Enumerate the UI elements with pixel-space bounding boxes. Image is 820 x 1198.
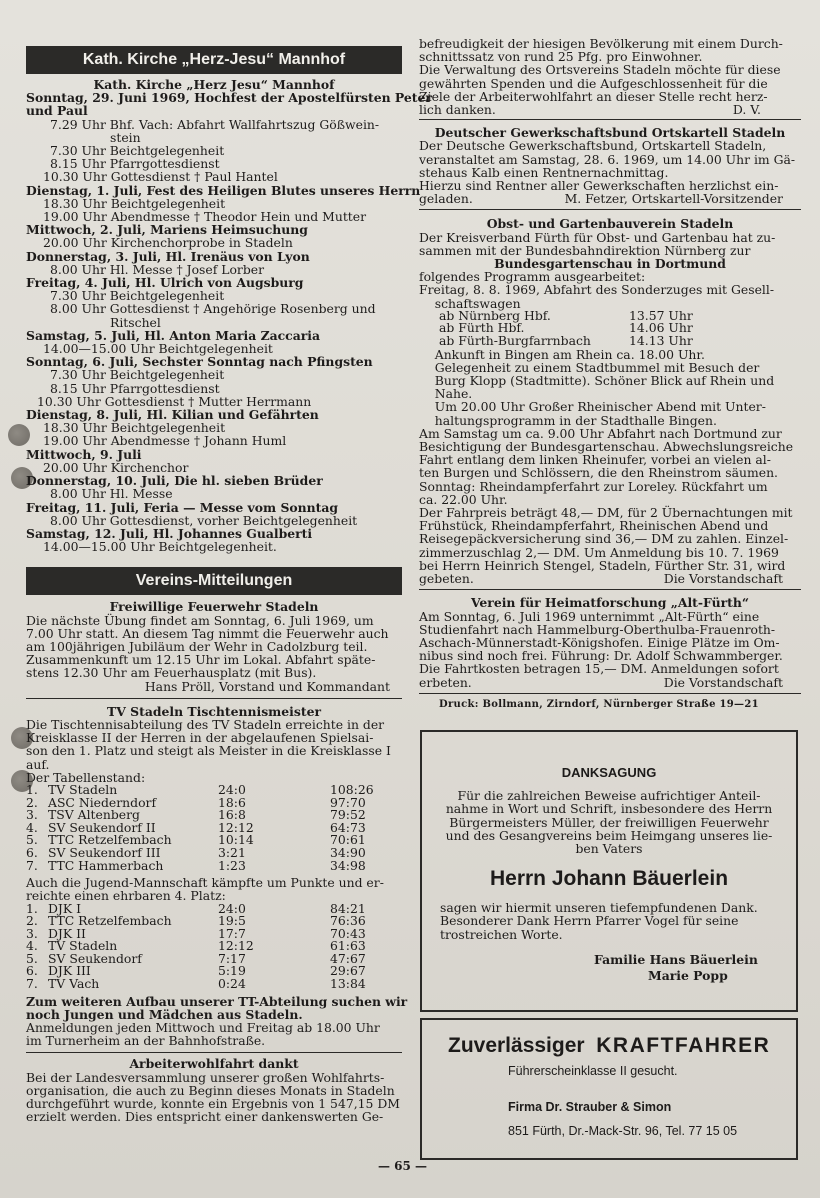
church-schedule (26, 90, 432, 555)
ad-firm: Firma Dr. Strauber & Simon (508, 1100, 672, 1114)
tt-youth-intro (26, 876, 402, 902)
table-cell: TTC Retzelfembach (48, 913, 172, 929)
schedule-entry: Ritschel (110, 314, 161, 330)
obst-line: Freitag, 8. 8. 1969, Abfahrt des Sonderzuges mit Gesell- (419, 282, 775, 298)
table-cell: 7. (26, 976, 38, 992)
table-cell: 4. (26, 938, 38, 954)
schedule-entry: 7.30 Uhr Beichtgelegenheit (50, 288, 225, 304)
obst-line: Ankunft in Bingen am Rhein ca. 18.00 Uhr. (419, 346, 705, 362)
schedule-entry: 10.30 Uhr Gottesdienst † Paul Hantel (43, 169, 278, 185)
heimat-title: Verein für Heimatforschung „Alt-Fürth“ (470, 595, 750, 611)
schedule-day: und Paul (26, 103, 88, 119)
awo-line: befreudigkeit der hiesigen Bevölkerung mit einem Durch- (419, 36, 783, 51)
dank-line: und des Gesangvereins beim Heimgang unseres lie- (445, 827, 773, 843)
dank-line: Bürgermeisters Müller, der freiwilligen Feuerwehr (449, 814, 769, 830)
church-subheader: Kath. Kirche „Herz Jesu“ Mannhof (93, 77, 335, 92)
table-cell: ab Fürth Hbf. (439, 320, 525, 336)
awo-line: organisation, die auch zu Beginn dieses Monats in Stadeln (26, 1082, 395, 1098)
obst-line: Der Kreisverband Fürth für Obst- und Gartenbau hat zu- (419, 229, 776, 245)
table-cell: 6. (26, 963, 38, 979)
schedule-entry: 20.00 Uhr Kirchenchor (43, 459, 189, 475)
obst-line: Gelegenheit zu einem Stadtbummel mit Besuch der (419, 359, 760, 375)
dgb-last-line: geladen. (419, 191, 473, 207)
awo-text (26, 1071, 402, 1124)
table-cell: 12:12 (218, 938, 254, 954)
awo-line: Die Verwaltung des Ortsvereins Stadeln möchte für diese (419, 62, 781, 78)
table-cell: 5. (26, 950, 38, 966)
fw-line: 7.00 Uhr statt. An diesem Tag nimmt die Feuerwehr auch (26, 625, 389, 641)
table-cell: 2. (26, 794, 38, 810)
schedule-day: Sonntag, 6. Juli, Sechster Sonntag nach Pfingsten (26, 354, 373, 370)
heimat-text (419, 610, 801, 676)
table-cell: TTC Hammerbach (48, 857, 164, 873)
table-cell: 7:17 (218, 950, 246, 966)
table-cell: 13:84 (330, 976, 366, 992)
obst-line: bei Herrn Heinrich Stengel, Stadeln, Fürther Str. 31, wird (419, 557, 786, 573)
schedule-entry: 8.15 Uhr Pfarrgottesdienst (50, 156, 220, 172)
schedule-day: Donnerstag, 3. Juli, Hl. Irenäus von Lyon (26, 248, 310, 264)
schedule-entry: 18.30 Uhr Beichtgelegenheit (43, 420, 226, 436)
fw-signature: Hans Pröll, Vorstand und Kommandant (144, 678, 390, 694)
tt-intro-line: Die Tischtennisabteilung des TV Stadeln erreichte in der (26, 716, 385, 732)
signature-family: Familie Hans Bäuerlein (594, 951, 758, 967)
table-cell: 34:90 (330, 844, 366, 860)
table-cell: 29:67 (330, 963, 366, 979)
tt-registration (26, 1021, 402, 1047)
table-cell: TTC Retzelfembach (48, 832, 172, 848)
heimat-signature: Die Vorstandschaft (663, 674, 783, 690)
table-cell: 24:0 (218, 781, 246, 797)
awo-signature: D. V. (732, 102, 761, 118)
obst-intro (419, 231, 801, 257)
page-number: — 65 — (378, 1159, 428, 1173)
table-cell: 1. (26, 781, 38, 797)
dgb-signature: M. Fetzer, Ortskartell-Vorsitzender (564, 191, 783, 207)
table-cell: 70:61 (330, 832, 366, 848)
dgb-line: Hierzu sind Rentner aller Gewerkschaften herzlichst ein- (419, 178, 779, 194)
tt-standings-table (26, 781, 390, 873)
schedule-entry: 7.29 Uhr Bhf. Vach: Abfahrt Wallfahrtszug Gößwein- (50, 116, 380, 132)
schedule-entry: 14.00—15.00 Uhr Beichtgelegenheit (43, 341, 273, 357)
table-cell: 70:43 (330, 925, 366, 941)
table-cell: 34:98 (330, 857, 366, 873)
table-cell: ASC Niederndorf (48, 794, 157, 810)
obst-line: Frühstück, Rheindampferfahrt, Rheinischen Abend und (419, 518, 769, 534)
table-cell: 5:19 (218, 963, 246, 979)
awo-last-line: lich danken. (419, 102, 496, 118)
left-column (26, 0, 432, 1125)
schedule-entry: 20.00 Uhr Kirchenchorprobe in Stadeln (43, 235, 293, 251)
obst-line: folgendes Programm ausgearbeitet: (419, 269, 646, 285)
table-cell: ab Fürth-Burgfarrnbach (439, 333, 591, 349)
awo-line: erzielt werden. Dies entspricht einer dankenswerten Ge- (26, 1109, 384, 1125)
obst-timetable (439, 307, 719, 349)
heimat-line: Am Sonntag, 6. Juli 1969 unternimmt „Alt-Fürth“ eine (419, 608, 760, 624)
schedule-entry: 7.30 Uhr Beichtgelegenheit (50, 143, 225, 159)
schedule-day: Samstag, 5. Juli, Hl. Anton Maria Zaccaria (26, 327, 321, 343)
fw-line: stens 12.30 Uhr am Feuerhausplatz (mit Bus). (26, 665, 317, 681)
obst-line: schaftswagen (419, 295, 521, 311)
obst-last-line: gebeten. (419, 571, 474, 587)
obst-line: Fahrt entlang dem linken Rheinufer, vorbei an vielen al- (419, 452, 771, 468)
schedule-day: Sonntag, 29. Juni 1969, Hochfest der Apostelfürsten Peter (26, 90, 432, 106)
schedule-day: Mittwoch, 2. Juli, Mariens Heimsuchung (26, 222, 308, 238)
table-cell: 64:73 (330, 819, 366, 835)
divider (419, 209, 801, 210)
signature-marie: Marie Popp (648, 968, 728, 984)
heimat-line: nibus sind noch frei. Führung: Dr. Adolf Schwammberger. (419, 648, 783, 664)
tt-appeal-line: Zum weiteren Aufbau unserer TT-Abteilung suchen wir (26, 993, 408, 1009)
tt-reg-line: im Turnerheim an der Bahnhofstraße. (26, 1033, 266, 1049)
table-cell: 2. (26, 913, 38, 929)
heimat-line: Aschach-Münnerstadt-Königshofen. Einige Plätze im Om- (419, 634, 780, 650)
schedule-entry: 18.30 Uhr Beichtgelegenheit (43, 195, 226, 211)
table-cell: 18:6 (218, 794, 246, 810)
schedule-entry: 10.30 Uhr Gottesdienst † Mutter Herrmann (37, 393, 312, 409)
table-cell: ab Nürnberg Hbf. (439, 307, 551, 323)
awo-title: Arbeiterwohlfahrt dankt (129, 1056, 299, 1072)
table-cell: 17:7 (218, 925, 246, 941)
dgb-line: stehaus Kalb einen Rentnernachmittag. (419, 164, 669, 180)
obst-line: ca. 22.00 Uhr. (419, 491, 508, 507)
tt-title: TV Stadeln Tischtennismeister (107, 703, 321, 719)
table-cell: 4. (26, 819, 38, 835)
table-cell: 10:14 (218, 832, 254, 848)
obst-line: Reisegepäckversicherung sind 36,— DM zu zahlen. Einzel- (419, 531, 789, 547)
tt-appeal (26, 993, 408, 1022)
fw-line: Die nächste Übung findet am Sonntag, 6. Juli 1969, um (26, 612, 374, 628)
table-cell: 1. (26, 900, 38, 916)
obst-title: Obst- und Gartenbauverein Stadeln (486, 216, 734, 232)
danksagung-box (420, 730, 798, 1012)
table-cell: 14.13 Uhr (629, 333, 693, 349)
table-row (26, 860, 390, 873)
schedule-day: Donnerstag, 10. Juli, Die hl. sieben Brüder (26, 473, 323, 489)
dgb-line: veranstaltet am Samstag, 28. 6. 1969, um 14.00 Uhr im Gä- (419, 151, 796, 167)
obst-line: haltungsprogramm in der Stadthalle Bingen. (419, 412, 717, 428)
obst-line: Burg Klopp (Stadtmitte). Schöner Blick auf Rhein und (419, 373, 775, 389)
divider (419, 589, 801, 590)
deceased-name: Herrn Johann Bäuerlein (489, 867, 729, 891)
table-cell: 3. (26, 807, 38, 823)
table-cell: TV Vach (48, 976, 100, 992)
divider (419, 693, 801, 694)
ad-headline-word1: Zuverlässiger (448, 1034, 585, 1057)
ad-headline-word2: KRAFTFAHRER (596, 1034, 771, 1057)
obst-line: Der Fahrpreis beträgt 48,— DM, für 2 Übernachtungen mit (419, 505, 793, 521)
divider (26, 698, 402, 699)
schedule-entry: 14.00—15.00 Uhr Beichtgelegenheit. (43, 539, 277, 555)
tt-youth-table (26, 900, 390, 992)
table-cell: 97:70 (330, 794, 366, 810)
dank-line: trostreichen Worte. (440, 926, 563, 942)
tt-youth-line: Auch die Jugend-Mannschaft kämpfte um Punkte und er- (26, 875, 384, 891)
table-cell: 84:21 (330, 900, 366, 916)
awo-line: Bei der Landesversammlung unserer großen Wohlfahrts- (26, 1069, 385, 1085)
schedule-entry: stein (110, 129, 141, 145)
table-cell: 24:0 (218, 900, 246, 916)
awo-text-continued (419, 37, 801, 103)
job-ad-box (420, 1018, 798, 1160)
table-cell: SV Seukendorf III (48, 844, 161, 860)
awo-line: schnittssatz von rund 25 Pfg. pro Einwohner. (419, 49, 703, 65)
table-cell: 76:36 (330, 913, 366, 929)
table-cell: SV Seukendorf II (48, 819, 156, 835)
tt-youth-line: reichte einen ehrbaren 4. Platz: (26, 888, 226, 904)
tt-appeal-line: noch Jungen und Mädchen aus Stadeln. (26, 1006, 303, 1022)
danksagung-text-after (422, 901, 796, 941)
awo-line: gewährten Spenden und die Aufgeschlossenheit für die (419, 75, 768, 91)
table-row (439, 335, 719, 348)
dank-line: Besonderer Dank Herrn Pfarrer Vogel für seine (440, 913, 739, 929)
table-cell: 19:5 (218, 913, 246, 929)
dgb-title: Deutscher Gewerkschaftsbund Ortskartell Stadeln (434, 125, 786, 141)
tt-intro-line: son den 1. Platz und steigt als Meister in die Kreisklasse I (26, 743, 391, 759)
fw-text (26, 614, 402, 680)
obst-line: zimmerzuschlag 2,— DM. Um Anmeldung bis 10. 7. 1969 (419, 544, 779, 560)
dank-line: sagen wir hiermit unseren tiefempfundenen Dank. (440, 900, 758, 916)
schedule-entry: 8.00 Uhr Gottesdienst, vorher Beichtgelegenheit (50, 512, 358, 528)
awo-line: durchgeführt wurde, konnte ein Ergebnis von 1 547,15 DM (26, 1096, 400, 1112)
obst-line: sammen mit der Bundesbahndirektion Nürnberg zur (419, 242, 751, 258)
heimat-line: Studienfahrt nach Hammelburg-Oberthulba-Frauenroth- (419, 621, 776, 637)
schedule-day: Mittwoch, 9. Juli (26, 446, 142, 462)
obst-line: Besichtigung der Bundesgartenschau. Abwechslungsreiche (419, 439, 794, 455)
divider (26, 1052, 402, 1053)
awo-line: Ziele der Arbeiterwohlfahrt an dieser Stelle recht herz- (419, 88, 768, 104)
heimat-line: Die Fahrtkosten betragen 15,— DM. Anmeldungen sofort (419, 661, 779, 677)
table-cell: SV Seukendorf (48, 950, 142, 966)
table-cell: DJK II (48, 925, 86, 941)
dgb-line: Der Deutsche Gewerkschaftsbund, Ortskartell Stadeln, (419, 138, 767, 154)
schedule-day: Dienstag, 8. Juli, Hl. Kilian und Gefährten (26, 407, 319, 423)
table-cell: TSV Altenberg (48, 807, 140, 823)
table-cell: 13.57 Uhr (629, 307, 693, 323)
table-cell: 5. (26, 832, 38, 848)
table-cell: DJK III (48, 963, 91, 979)
obst-line: Am Samstag um ca. 9.00 Uhr Abfahrt nach Dortmund zur (419, 425, 782, 441)
obst-details (419, 348, 801, 572)
schedule-entry: 8.15 Uhr Pfarrgottesdienst (50, 380, 220, 396)
tt-intro (26, 718, 402, 771)
table-row (26, 978, 390, 991)
table-cell: 47:67 (330, 950, 366, 966)
right-column (419, 0, 801, 711)
obst-line: ten Burgen und Schlössern, die den Rheinstrom säumen. (419, 465, 778, 481)
church-header: Kath. Kirche „Herz-Jesu“ Mannhof (26, 46, 402, 74)
table-cell: 108:26 (330, 781, 374, 797)
schedule-entry: 8.00 Uhr Hl. Messe † Josef Lorber (50, 261, 265, 277)
ad-subline: Führerscheinklasse II gesucht. (508, 1064, 678, 1078)
table-cell: 7. (26, 857, 38, 873)
schedule-entry: 8.00 Uhr Gottesdienst † Angehörige Rosenberg und (50, 301, 376, 317)
table-cell: 0:24 (218, 976, 246, 992)
schedule-entry: 19.00 Uhr Abendmesse † Johann Huml (43, 433, 287, 449)
table-cell: 6. (26, 844, 38, 860)
dank-line: nahme in Wort und Schrift, insbesondere des Herrn (445, 801, 773, 817)
obst-line: Nahe. (419, 386, 473, 402)
table-cell: 61:63 (330, 938, 366, 954)
ad-address: 851 Fürth, Dr.-Mack-Str. 96, Tel. 77 15 05 (508, 1124, 738, 1138)
danksagung-text (422, 789, 796, 855)
fw-line: am 100jährigen Jubiläum der Wehr in Cadolzburg teil. (26, 638, 368, 654)
tt-reg-line: Anmeldungen jeden Mittwoch und Freitag ab 18.00 Uhr (26, 1020, 380, 1036)
ad-headline (422, 1034, 796, 1058)
schedule-entry: 8.00 Uhr Hl. Messe (50, 486, 173, 502)
table-cell: DJK I (48, 900, 81, 916)
table-cell: 79:52 (330, 807, 366, 823)
obst-program (419, 270, 801, 310)
schedule-entry: 19.00 Uhr Abendmesse † Theodor Hein und Mutter (43, 209, 367, 225)
dgb-text (419, 139, 801, 192)
schedule-day: Samstag, 12. Juli, Hl. Johannes Gualberti (26, 525, 313, 541)
tt-intro-line: auf. (26, 756, 50, 772)
danksagung-title: DANKSAGUNG (561, 765, 657, 780)
heimat-last-line: erbeten. (419, 674, 472, 690)
schedule-day: Freitag, 4. Juli, Hl. Ulrich von Augsburg (26, 275, 304, 291)
tt-intro-line: Kreisklasse II der Herren in der abgelaufenen Spielsai- (26, 730, 374, 746)
obst-event: Bundesgartenschau in Dortmund (494, 256, 726, 272)
table-cell: TV Stadeln (48, 938, 118, 954)
table-cell: TV Stadeln (48, 781, 118, 797)
tt-table-title: Der Tabellenstand: (26, 769, 146, 785)
table-cell: 14.06 Uhr (629, 320, 693, 336)
obst-signature: Die Vorstandschaft (663, 571, 783, 587)
schedule-day: Freitag, 11. Juli, Feria — Messe vom Sonntag (26, 499, 339, 515)
table-cell: 12:12 (218, 819, 254, 835)
dank-line: Für die zahlreichen Beweise aufrichtiger Anteil- (457, 788, 761, 804)
vereins-header: Vereins-Mitteilungen (26, 567, 402, 595)
table-cell: 1:23 (218, 857, 246, 873)
fw-line: Zusammenkunft um 12.15 Uhr im Lokal. Abfahrt späte- (26, 652, 376, 668)
obst-line: Um 20.00 Uhr Großer Rheinischer Abend mit Unter- (419, 399, 766, 415)
schedule-day: Dienstag, 1. Juli, Fest des Heiligen Blutes unseres Herrn (26, 182, 421, 198)
divider (419, 119, 801, 120)
table-cell: 16:8 (218, 807, 246, 823)
obst-line: Sonntag: Rheindampferfahrt zur Loreley. Rückfahrt um (419, 478, 768, 494)
table-cell: 3. (26, 925, 38, 941)
printer-imprint: Druck: Bollmann, Zirndorf, Nürnberger Straße 19—21 (439, 698, 759, 710)
fw-title: Freiwillige Feuerwehr Stadeln (109, 599, 319, 615)
dank-line: ben Vaters (575, 841, 643, 857)
schedule-entry: 7.30 Uhr Beichtgelegenheit (50, 367, 225, 383)
table-cell: 3:21 (218, 844, 246, 860)
